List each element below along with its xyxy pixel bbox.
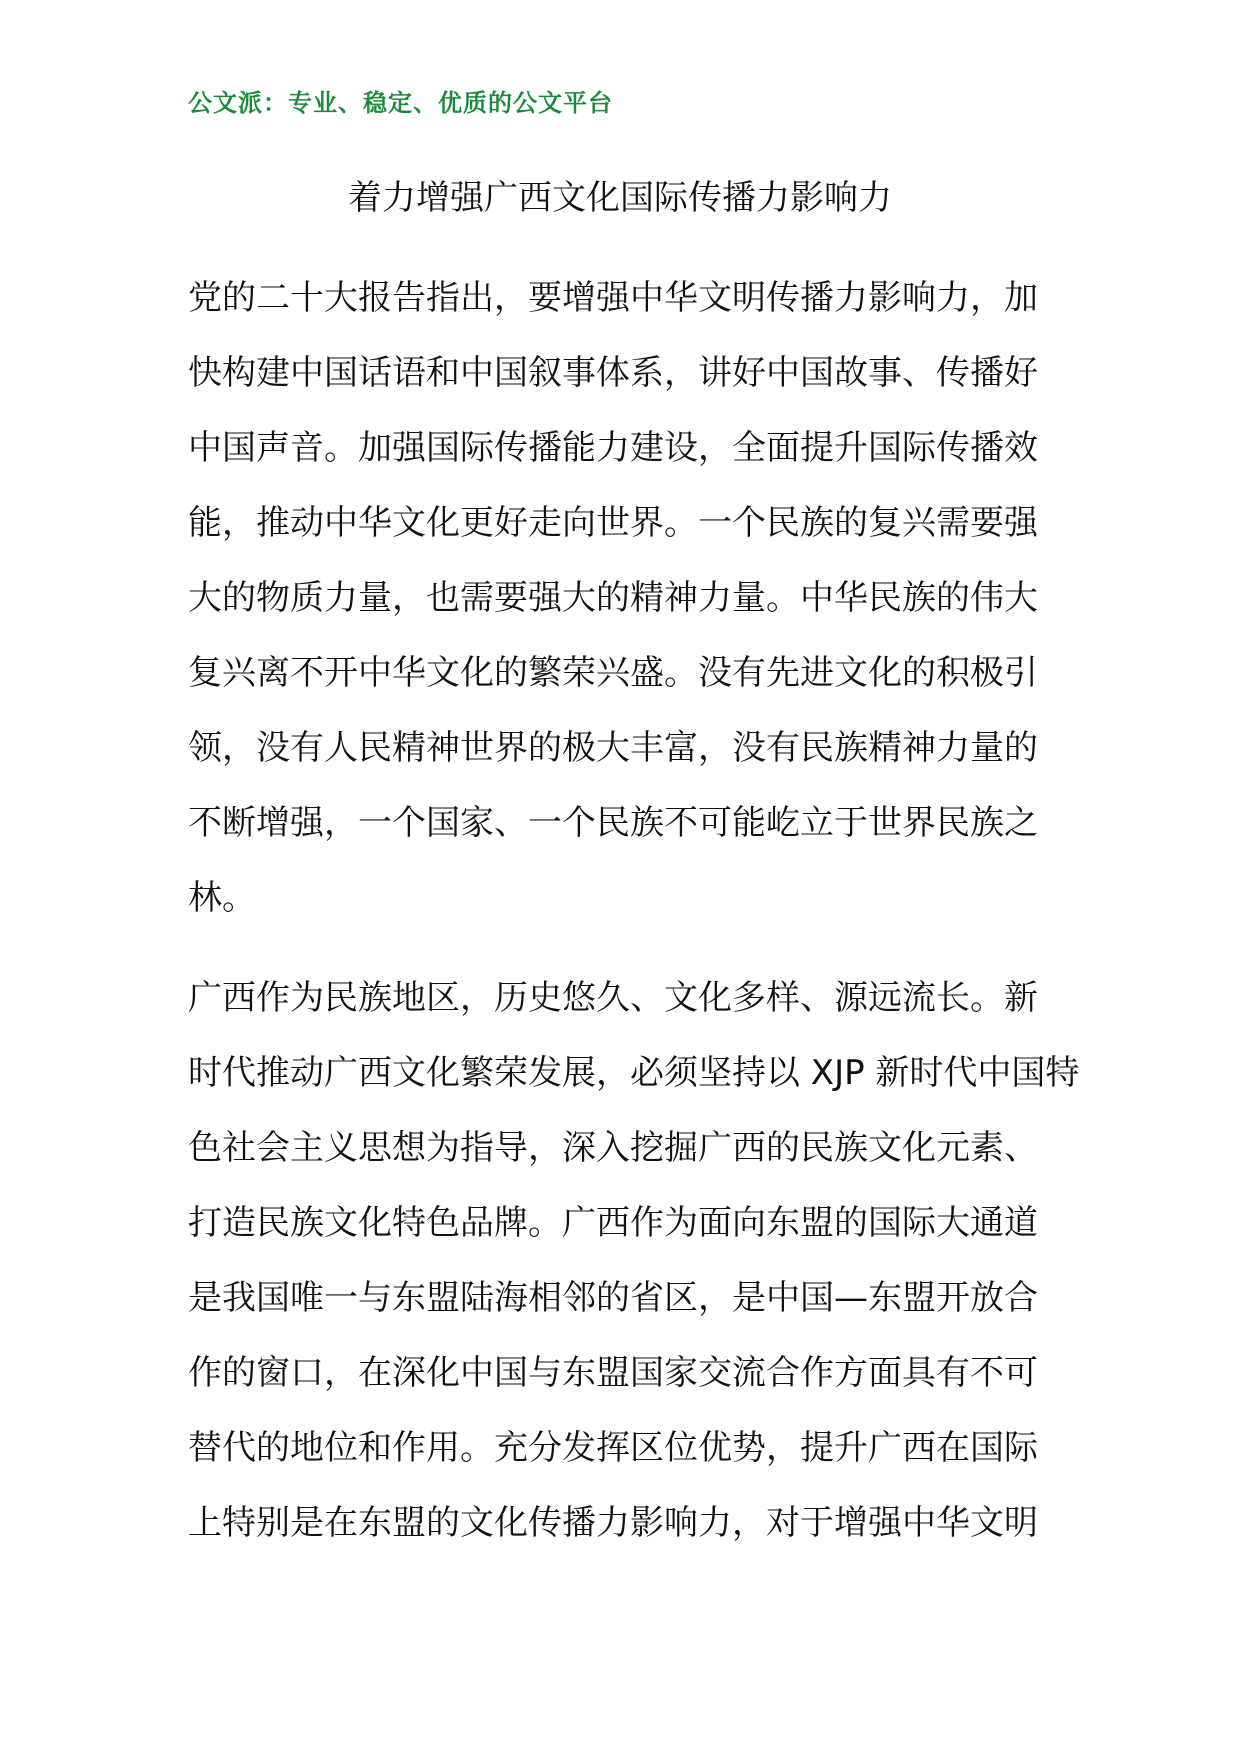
text-line: 时代推动广西文化繁荣发展，必须坚持以 XJP 新时代中国特 (188, 1053, 1080, 1093)
brand-header: 公文派：专业、稳定、优质的公文平台 (188, 89, 613, 117)
text-line: 领，没有人民精神世界的极大丰富，没有民族精神力量的 (188, 728, 1038, 768)
text-line: 中国声音。加强国际传播能力建设，全面提升国际传播效 (188, 428, 1038, 468)
text-line: 复兴离不开中华文化的繁荣兴盛。没有先进文化的积极引 (188, 653, 1038, 693)
text-line: 上特别是在东盟的文化传播力影响力，对于增强中华文明 (188, 1503, 1038, 1543)
text-line: 林。 (188, 878, 256, 918)
text-line: 色社会主义思想为指导，深入挖掘广西的民族文化元素、 (188, 1128, 1038, 1168)
text-line: 党的二十大报告指出，要增强中华文明传播力影响力，加 (188, 278, 1038, 318)
text-line: 替代的地位和作用。充分发挥区位优势，提升广西在国际 (188, 1428, 1038, 1468)
text-line: 打造民族文化特色品牌。广西作为面向东盟的国际大通道 (188, 1203, 1038, 1243)
text-line: 是我国唯一与东盟陆海相邻的省区，是中国—东盟开放合 (188, 1278, 1038, 1318)
document-body (188, 261, 1080, 1586)
paragraph-1 (188, 261, 1058, 936)
text-line: 快构建中国话语和中国叙事体系，讲好中国故事、传播好 (188, 353, 1038, 393)
document-title: 着力增强广西文化国际传播力影响力 (348, 178, 892, 218)
text-line: 作的窗口，在深化中国与东盟国家交流合作方面具有不可 (188, 1353, 1038, 1393)
text-line: 广西作为民族地区，历史悠久、文化多样、源远流长。新 (188, 978, 1038, 1018)
paragraph-2 (188, 961, 1080, 1561)
text-line: 不断增强，一个国家、一个民族不可能屹立于世界民族之 (188, 803, 1038, 843)
text-line: 能，推动中华文化更好走向世界。一个民族的复兴需要强 (188, 503, 1038, 543)
text-line: 大的物质力量，也需要强大的精神力量。中华民族的伟大 (188, 578, 1038, 618)
